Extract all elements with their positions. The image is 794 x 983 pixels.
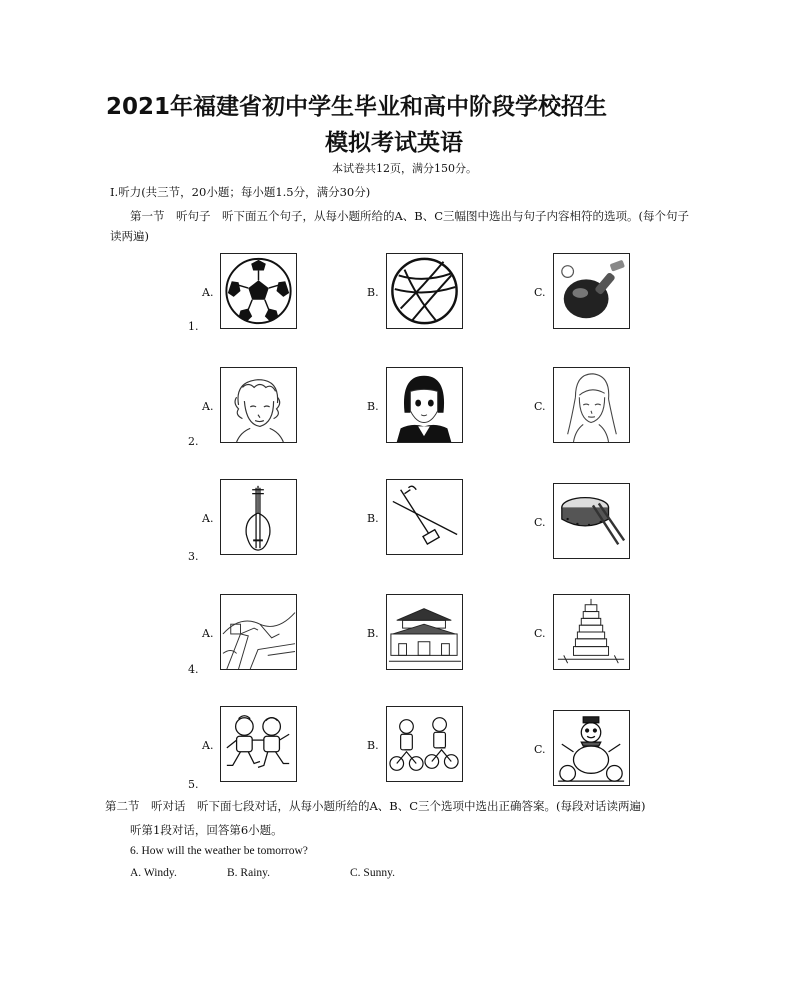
question-6-option-a[interactable]: A. Windy. bbox=[130, 867, 177, 879]
pagoda-icon[interactable] bbox=[553, 594, 630, 670]
dialogue1-instruction: 听第1段对话，回答第6小题。 bbox=[130, 823, 283, 837]
question-number: 5. bbox=[188, 778, 199, 791]
long-hair-girl-icon[interactable] bbox=[553, 367, 630, 443]
question-number: 4. bbox=[188, 663, 199, 676]
option-label-b: B. bbox=[367, 739, 379, 752]
short-hair-girl-icon[interactable] bbox=[386, 367, 463, 443]
option-label-a: A. bbox=[202, 286, 214, 299]
exam-title-line1: 2021年福建省初中学生毕业和高中阶段学校招生 bbox=[106, 94, 608, 120]
option-label-a: A. bbox=[202, 739, 214, 752]
option-label-c: C. bbox=[534, 400, 546, 413]
question-6-text: 6. How will the weather be tomorrow? bbox=[130, 845, 308, 857]
option-label-a: A. bbox=[202, 400, 214, 413]
section2-heading: 第二节 听对话 听下面七段对话，从每小题所给的A、B、C三个选项中选出正确答案。(每段对话读两遍) bbox=[105, 799, 646, 813]
soccer-ball-icon[interactable] bbox=[220, 253, 297, 329]
pipa-icon[interactable] bbox=[220, 479, 297, 555]
snowman-icon[interactable] bbox=[553, 710, 630, 786]
option-label-c: C. bbox=[534, 516, 546, 529]
tiananmen-icon[interactable] bbox=[386, 594, 463, 670]
option-label-b: B. bbox=[367, 400, 379, 413]
ping-pong-paddle-icon[interactable] bbox=[553, 253, 630, 329]
listening-part-heading: Ⅰ.听力(共三节，20小题；每小题1.5分，满分30分) bbox=[110, 185, 371, 199]
option-label-a: A. bbox=[202, 512, 214, 525]
question-number: 1. bbox=[188, 320, 199, 333]
cycling-children-icon[interactable] bbox=[386, 706, 463, 782]
option-label-c: C. bbox=[534, 627, 546, 640]
score-note: 本试卷共12页，满分150分。 bbox=[332, 162, 477, 175]
running-children-icon[interactable] bbox=[220, 706, 297, 782]
option-label-a: A. bbox=[202, 627, 214, 640]
option-label-b: B. bbox=[367, 286, 379, 299]
erhu-icon[interactable] bbox=[386, 479, 463, 555]
volleyball-icon[interactable] bbox=[386, 253, 463, 329]
option-label-c: C. bbox=[534, 286, 546, 299]
great-wall-icon[interactable] bbox=[220, 594, 297, 670]
question-number: 2. bbox=[188, 435, 199, 448]
question-6-option-c[interactable]: C. Sunny. bbox=[350, 867, 395, 879]
drum-icon[interactable] bbox=[553, 483, 630, 559]
question-number: 3. bbox=[188, 550, 199, 563]
section1-instructions: 第一节 听句子 听下面五个句子，从每小题所给的A、B、C三幅图中选出与句子内容相符的选项。(每个句子读两遍) bbox=[110, 209, 690, 243]
option-label-b: B. bbox=[367, 627, 379, 640]
option-label-b: B. bbox=[367, 512, 379, 525]
option-label-c: C. bbox=[534, 743, 546, 756]
exam-title-line2: 模拟考试英语 bbox=[325, 130, 463, 156]
question-6-option-b[interactable]: B. Rainy. bbox=[227, 867, 271, 879]
curly-hair-girl-icon[interactable] bbox=[220, 367, 297, 443]
